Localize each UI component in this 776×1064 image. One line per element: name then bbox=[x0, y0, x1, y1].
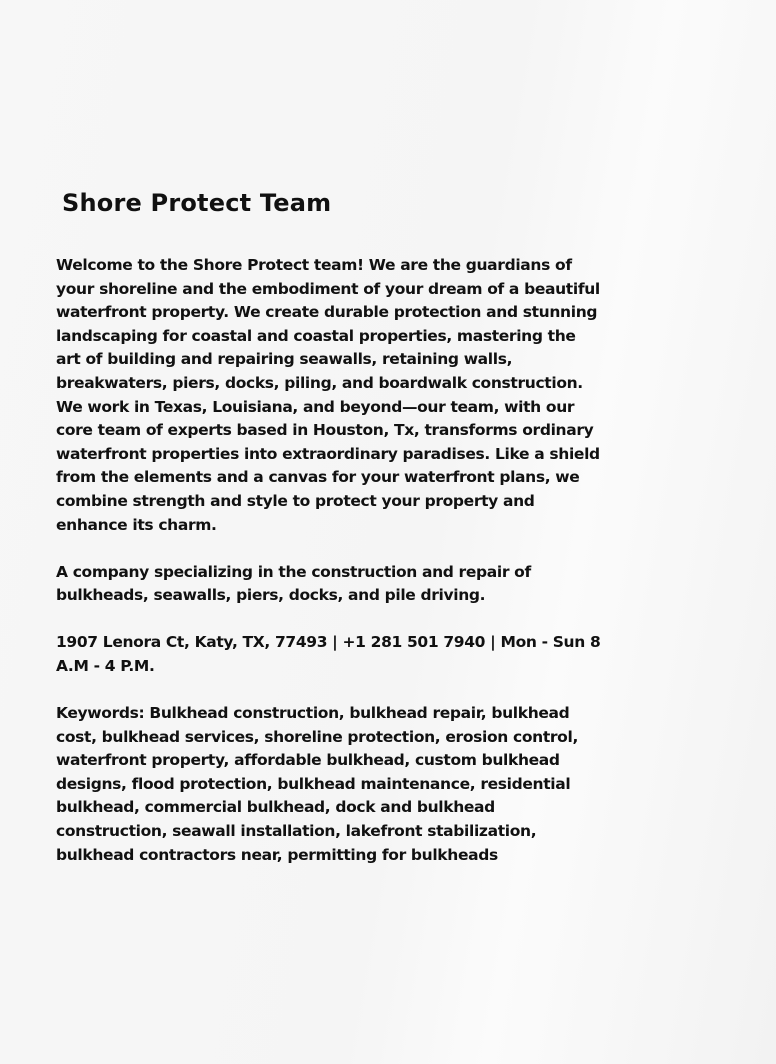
contact-info: 1907 Lenora Ct, Katy, TX, 77493 | +1 281 501 7940 | Mon - Sun 8 A.M - 4 P.M. bbox=[56, 633, 601, 675]
page-title: Shore Protect Team bbox=[62, 189, 332, 217]
keywords-paragraph: Keywords: Bulkhead construction, bulkhead repair, bulkhead cost, bulkhead services, shoreline protection, erosion control, waterfront property, affordable bulkhead, custom bulkhead designs, flood protection, bulkhead maintenance, residential bulkhead, commercial bulkhead, dock and bulkhead construction, seawall installation, lakefront stabilization, bulkhead contractors near, permitting for bulkheads bbox=[56, 704, 578, 864]
specialization-paragraph: A company specializing in the construction and repair of bulkheads, seawalls, piers, docks, and pile driving. bbox=[56, 562, 531, 605]
main-content bbox=[56, 186, 604, 891]
welcome-paragraph: Welcome to the Shore Protect team! We are the guardians of your shoreline and the embodiment of your dream of a beautiful waterfront property. We create durable protection and stunning landscaping for coastal and coastal properties, mastering the art of building and repairing seawalls, retaining walls, breakwaters, piers, docks, piling, and boardwalk construction. We work in Texas, Louisiana, and beyond—our team, with our core team of experts based in Houston, Tx, transforms ordinary waterfront properties into extraordinary paradises. Like a shield from the elements and a canvas for your waterfront plans, we combine strength and style to protect your property and enhance its charm. bbox=[56, 256, 600, 534]
